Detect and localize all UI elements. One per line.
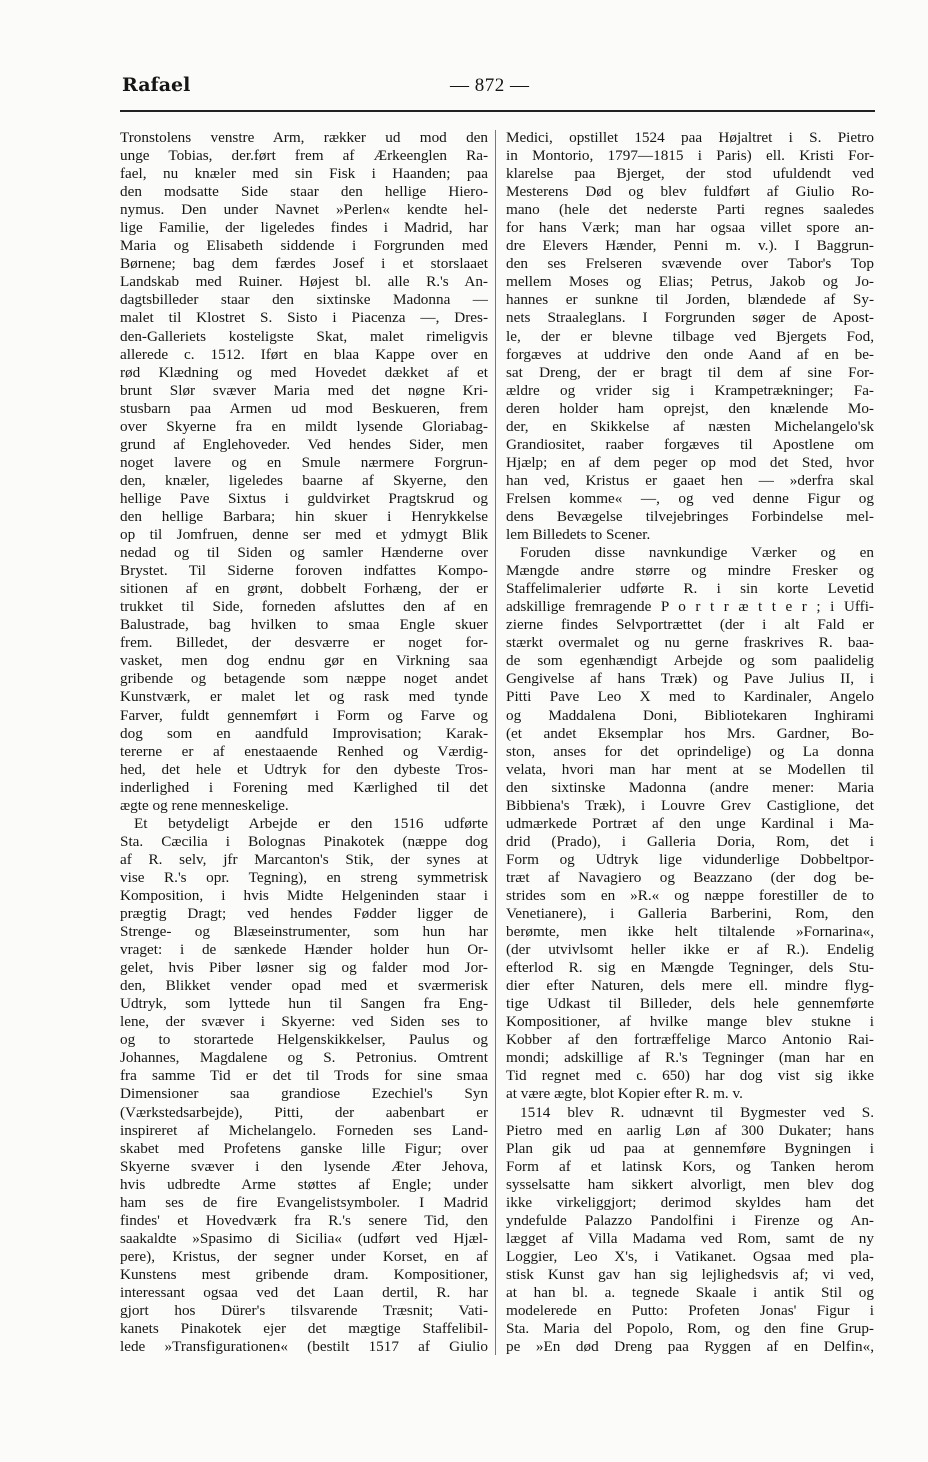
text-line: noget lavere og en Smule nærmere Forgrun- (120, 453, 488, 471)
text-line: Pitti Pave Leo X med to Kardinaler, Angelo (506, 688, 874, 706)
text-line: over Skyerne fra en mildt lysende Gloriabag- (120, 417, 488, 435)
text-line: lede »Transfigurationen« (bestilt 1517 af Giulio (120, 1338, 488, 1356)
text-line: tige Udkast til Billeder, dels hele gennemførte (506, 995, 874, 1013)
text-line: ham ses de fire Evangelistsymboler. I Madrid (120, 1193, 488, 1211)
text-line: trukket til Side, forneden afsluttes den af en (120, 598, 488, 616)
text-line: den sixtinske Madonna (andre mener: Maria (506, 778, 874, 796)
text-line: de som egenhændigt Arbejde og som paalidelig (506, 652, 874, 670)
text-line: Sta. Maria del Popolo, Rom, og den fine Grup- (506, 1320, 874, 1338)
header-rule (120, 110, 875, 112)
text-line: at være ægte, blot Kopier efter R. m. v. (506, 1085, 743, 1103)
text-line: forgæves at uddrive den onde Aand af en be- (506, 345, 874, 363)
text-line: nedad og til Siden og samler Hænderne over (120, 544, 488, 562)
text-line: lige Familie, der ligeledes findes i Madrid, har (120, 219, 488, 237)
text-line: tererne er af enestaaende Renhed og Værdig- (120, 742, 488, 760)
text-line: den hellige Barbara; hin skuer i Henrykkelse (120, 507, 488, 525)
text-line: grund af Englehoveder. Ved hendes Sider, men (120, 435, 488, 453)
text-line: dens Bevægelse tilvejebringes Forbindelse mel- (506, 507, 874, 525)
text-line: op til Jomfruen, denne ser med et ydmygt Blik (120, 526, 488, 544)
text-line: adskillige fremragende P o r t r æ t t e r ; i Uffi- (506, 598, 874, 616)
text-line: Sta. Cæcilia i Bolognas Pinakotek (næppe dog (120, 832, 488, 850)
text-line: mellem Moses og Elias; Petrus, Jakob og Jo- (506, 273, 874, 291)
text-line: gelet, hvis Piber løsner sig og falder mod Jor- (120, 959, 488, 977)
text-line: Børnene; bag dem færdes Josef i et storslaaet (120, 255, 488, 273)
text-line: dagtsbilleder staar den sixtinske Madonna — (120, 291, 488, 309)
text-line: og Maddalena Doni, Bibliotekaren Inghirami (506, 706, 874, 724)
right-column (506, 129, 874, 1356)
text-line: stærkt overmalet og nu gerne fraskrives R. baa- (506, 634, 874, 652)
text-line: interessant ogsaa ved det Laan dertil, R. har (120, 1284, 488, 1301)
text-line: klarelse paa Bjerget, der stod ufuldendt ved (506, 165, 874, 183)
text-line: yndefulde Palazzo Pandolfini i Firenze og An- (506, 1211, 874, 1229)
text-line: ældre og vrider sig i Krampetrækninger; Fa- (506, 381, 874, 399)
text-line: Maria og Elisabeth siddende i Forgrunden med (120, 237, 488, 255)
text-line: dog som en aandfuld Improvisation; Karak- (120, 724, 488, 742)
text-line: den-Galleriets kosteligste Skat, malet rimeligvis (120, 327, 488, 345)
text-line: ston, anses for det oprindelige) og La donna (506, 742, 874, 760)
text-line: Brystet. Til Siderne foroven indfattes Kompo- (120, 562, 488, 580)
text-line: Form af et latinsk Kors, og Tanken herom (506, 1157, 874, 1175)
text-line: stisk Kunst gav han sig lejlighedsvis af; vi ved, (506, 1265, 874, 1283)
text-line: Frelsen komme« —, og ved denne Figur og (506, 489, 874, 507)
text-line: skabet med Profetens ganske lille Figur; over (120, 1139, 488, 1157)
text-line: hvis udbredte Arme støttes af Engle; under (120, 1175, 488, 1193)
text-line: deren holder ham oprejst, den knælende Mo- (506, 399, 874, 417)
text-line: zierne findes Selvportrættet (der i alt Fald er (506, 616, 874, 634)
text-line: Mængde andre større og mindre Fresker og (506, 562, 874, 580)
text-line: allerede c. 1512. Iført en blaa Kappe over en (120, 345, 488, 363)
text-line: Udtryk, som lyttede hun til Sangen fra Eng- (120, 995, 488, 1013)
text-line: unge Tobias, der.ført frem af Ærkeenglen Ra- (120, 147, 488, 165)
text-line: Tronstolens venstre Arm, rækker ud mod den (120, 129, 488, 146)
text-line: den ses Frelseren svævende over Tabor's Top (506, 255, 874, 273)
text-line: modelerede en Putto: Profeten Jonas' Figur i (506, 1302, 874, 1320)
text-line: nymus. Den under Navnet »Perlen« kendte hel- (120, 201, 488, 219)
text-line: brunt Slør svæver Maria med det nøgne Kri- (120, 381, 488, 399)
text-line: Johannes, Magdalene og S. Petronius. Omtrent (120, 1049, 488, 1067)
text-line: sitionen af en grønt, dobbelt Forhæng, der er (120, 580, 488, 598)
text-line: mondi; adskillige af R.'s Tegninger (man har en (506, 1049, 874, 1067)
running-head: Rafael (122, 74, 191, 96)
text-line: Kompositioner, af hvilke mange blev stukne i (506, 1013, 874, 1031)
text-line: (Værkstedsarbejde), Pitti, der aabenbart er (120, 1103, 488, 1121)
text-line: inderlighed i Forening med Kærlighed til det (120, 778, 488, 796)
text-line: velata, hvori man har ment at se Modellen til (506, 760, 874, 778)
text-line: vise R.'s opr. Tegning), en streng symmetrisk (120, 868, 488, 886)
text-line: Kunstens mest gribende dram. Kompositioner, (120, 1265, 488, 1283)
left-column (120, 129, 488, 1356)
text-line: stusbarn paa Armen ud mod Beskueren, frem (120, 399, 488, 417)
text-line: hannes er sunkne til Jorden, blændede af Sy- (506, 291, 874, 309)
text-line: han ved, Kristus er gaaet hen — »derfra skal (506, 471, 874, 489)
text-line: strides som en »R.« og næppe forestiller de to (506, 886, 874, 904)
text-line: Balustrade, bag hvilken to smaa Engle skuer (120, 616, 488, 634)
text-line: gjort hos Dürer's tilsvarende Træsnit; Vati- (120, 1302, 488, 1320)
text-line: lem Billedets to Scener. (506, 526, 651, 544)
text-line: dre Elevers Hænder, Penni m. v.). I Baggrun- (506, 237, 874, 255)
text-line: Hjælp; en af dem peger op mod det Sted, hvor (506, 453, 874, 471)
text-line: Skyerne svæver i den lysende Æter Jehova, (120, 1157, 488, 1175)
text-line: hellige Pave Sixtus i guldvirket Pragtskrud og (120, 489, 488, 507)
text-line: fael, nu knæler med sin Fisk i Haanden; paa (120, 165, 488, 183)
text-line: frem. Billedet, der desværre er noget for- (120, 634, 488, 652)
text-line: at han bl. a. tegnede Skaale i antik Stil og (506, 1284, 874, 1301)
text-line: mano (hele det nederste Parti regnes saaledes (506, 201, 874, 219)
text-line: af R. selv, jfr Marcanton's Stik, der synes at (120, 850, 488, 868)
page-number: — 872 — (450, 75, 530, 96)
text-line: sat Dreng, der er bragt til dem af sine For- (506, 363, 874, 381)
text-line: le, der er blevne tilbage ved Bjergets Fod, (506, 327, 874, 345)
text-line: Mesterens Død og blev fuldført af Giulio Ro- (506, 183, 874, 201)
text-line: efterlod R. sig en Mængde Tegninger, dels Stu- (506, 959, 874, 977)
text-line: dier efter Naturen, dels mere ell. mindre flyg- (506, 977, 874, 995)
text-line: og to storartede Helgenskikkelser, Paulus og (120, 1031, 488, 1049)
text-line: in Montorio, 1797—1815 i Paris) ell. Kristi For- (506, 147, 874, 165)
text-line: Et betydeligt Arbejde er den 1516 udførte (134, 814, 488, 832)
text-line: Venetianere), i Galleria Barberini, Rom, den (506, 905, 874, 923)
text-line: Tid regnet med c. 650) har dog vist sig ikke (506, 1067, 874, 1085)
text-line: Landskab med Ruiner. Højest bl. alle R.'s An- (120, 273, 488, 291)
text-line: drid (Prado), i Galleria Doria, Rom, det i (506, 832, 874, 850)
text-line: berømte, men ikke helt tiltalende »Fornarina«, (506, 923, 874, 941)
text-line: inspireret af Michelangelo. Forneden ses Land- (120, 1121, 488, 1139)
text-line: Bibbiena's Træk), i Louvre Grev Castiglione, det (506, 796, 874, 814)
text-line: Kobber af den fortræffelige Marco Antonio Rai- (506, 1031, 874, 1049)
text-line: lægget af Villa Madama ved Rom, samt de ny (506, 1229, 874, 1247)
text-line: kanets Pinakotek ejer det mægtige Staffelibil- (120, 1320, 488, 1338)
text-line: Loggier, Leo X's, i Vatikanet. Ogsaa med pla- (506, 1247, 874, 1265)
text-line: Dimensioner saa grandiose Ezechiel's Syn (120, 1085, 488, 1103)
text-line: Kunstværk, er malet let og rask med tynde (120, 688, 488, 706)
text-line: fra samme Tid er det til Trods for sine smaa (120, 1067, 488, 1085)
text-line: gribende og betagende som næppe noget andet (120, 670, 488, 688)
text-line: rød Klædning og med Hovedet dækket af et (120, 363, 488, 381)
text-line: sysselsatte ham sikkert alvorligt, men blev dog (506, 1175, 874, 1193)
text-line: Staffelimalerier udførte R. i sin korte Levetid (506, 580, 874, 598)
text-line: den, knæler, ligeledes baarne af Skyerne, den (120, 471, 488, 489)
text-line: prægtig Dragt; ved hendes Fødder ligger de (120, 905, 488, 923)
text-line: Pietro med en aarlig Løn af 300 Dukater; hans (506, 1121, 874, 1139)
text-line: for hans Værk; man har ogsaa villet spore an- (506, 219, 874, 237)
text-line: malet til Klostret S. Sisto i Piacenza —, Dres- (120, 309, 488, 327)
text-line: (der utvivlsomt heller ikke er af R.). Endelig (506, 941, 874, 959)
text-line: vasket, men dog endnu gør en Virkning saa (120, 652, 488, 670)
text-line: der, en Skikkelse af næsten Michelangelo'sk (506, 417, 874, 435)
text-line: Medici, opstillet 1524 paa Højaltret i S. Pietro (506, 129, 874, 146)
text-line: ikke virkeliggjort; derimod skyldes ham det (506, 1193, 874, 1211)
text-line: Foruden disse navnkundige Værker og en (520, 544, 874, 562)
text-line: ægte og rene menneskelige. (120, 796, 289, 814)
column-divider (495, 130, 496, 1355)
text-line: 1514 blev R. udnævnt til Bygmester ved S. (520, 1103, 874, 1121)
text-line: udmærkede Portræt af den unge Kardinal i Ma- (506, 814, 874, 832)
text-line: saakaldte »Spasimo di Sicilia« (udført ved Hjæl- (120, 1229, 488, 1247)
text-line: Farver, fuldt gennemført i Form og Farve og (120, 706, 488, 724)
text-line: Komposition, i hvis Midte Helgeninden staar i (120, 886, 488, 904)
text-line: Strenge- og Blæseinstrumenter, som hun har (120, 923, 488, 941)
text-line: Plan gik ud paa at gennemføre Bygningen i (506, 1139, 874, 1157)
page-header (122, 74, 874, 104)
text-line: pe »En død Dreng paa Ryggen af en Delfin«, (506, 1338, 874, 1356)
text-line: pere), Kristus, der segner under Korset, en af (120, 1247, 488, 1265)
text-line: den, Blikket vender opad med et sværmerisk (120, 977, 488, 995)
text-line: Gengivelse af hans Træk) og Pave Julius II, i (506, 670, 874, 688)
text-line: træt af Navagiero og Beazzano (der dog be- (506, 868, 874, 886)
text-line: findes' et Hovedværk fra R.'s senere Tid, den (120, 1211, 488, 1229)
text-line: vraget: i de sænkede Hænder holder hun Or- (120, 941, 488, 959)
text-line: lene, der svæver i Skyerne: ved Siden ses to (120, 1013, 488, 1031)
text-line: (et andet Eksemplar hos Mrs. Gardner, Bo- (506, 724, 874, 742)
text-line: Form og Udtryk lige vidunderlige Dobbeltpor- (506, 850, 874, 868)
text-line: den modsatte Side staar den hellige Hiero- (120, 183, 488, 201)
text-line: nets Straaleglans. I Forgrunden søger de Apost- (506, 309, 874, 327)
text-line: hed, det hele et Udtryk for den dybeste Tros- (120, 760, 488, 778)
text-line: Grandiositet, raaber forgæves til Apostlene om (506, 435, 874, 453)
